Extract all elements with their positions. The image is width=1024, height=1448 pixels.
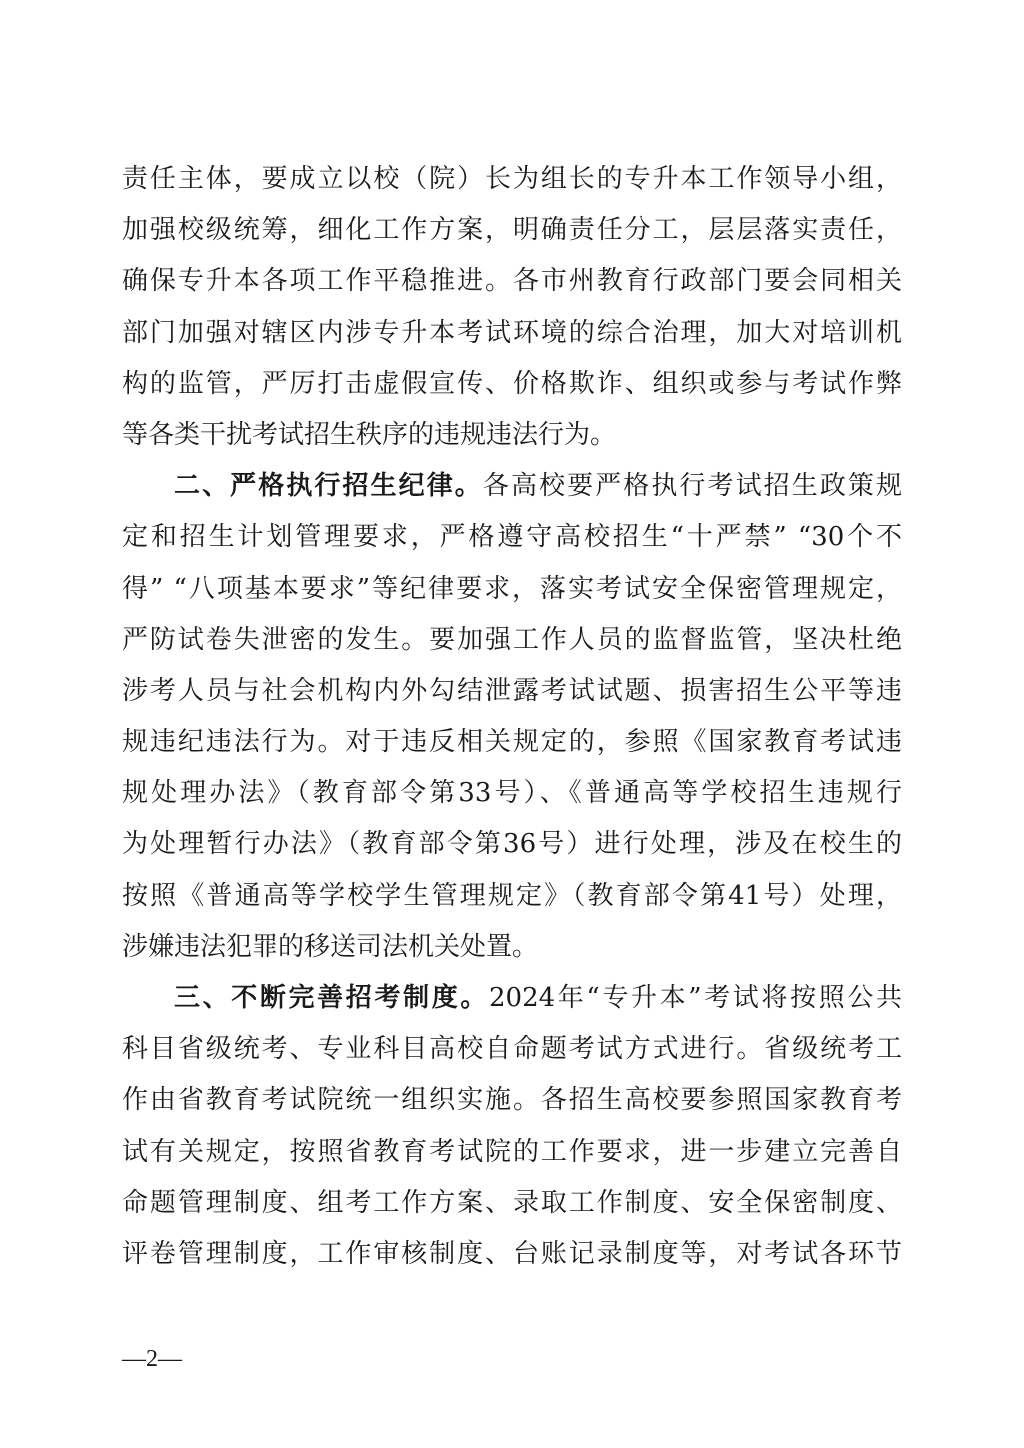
text-line: 评卷管理制度，工作审核制度、台账记录制度等，对考试各环节 — [122, 1238, 902, 1269]
document-body — [122, 154, 902, 1280]
text-line: 命题管理制度、组考工作方案、录取工作制度、安全保密制度、 — [122, 1187, 902, 1218]
text-line: 加强校级统筹，细化工作方案，明确责任分工，层层落实责任， — [122, 215, 902, 246]
text-line: 试有关规定，按照省教育考试院的工作要求，进一步建立完善自 — [122, 1136, 902, 1167]
page-number: —2— — [122, 1346, 182, 1372]
text-line: 部门加强对辖区内涉专升本考试环境的综合治理，加大对培训机 — [122, 317, 902, 348]
paragraph-3 — [122, 973, 902, 1280]
text-line: 涉嫌违法犯罪的移送司法机关处置。 — [122, 931, 539, 962]
text-line: 为处理暂行办法》（教育部令第36号）进行处理，涉及在校生的 — [122, 829, 902, 860]
text-line: 得” “八项基本要求”等纪律要求，落实考试安全保密管理规定， — [122, 573, 902, 604]
text-line: 规违纪违法行为。对于违反相关规定的，参照《国家教育考试违 — [122, 727, 902, 758]
text-segment: 各高校要严格执行考试招生政策规 — [482, 471, 902, 502]
section-heading: 二、严格执行招生纪律。 — [174, 471, 483, 502]
text-line: 定和招生计划管理要求，严格遵守高校招生“十严禁” “30个不 — [122, 522, 902, 553]
paragraph-1 — [122, 154, 902, 461]
paragraph-2 — [122, 461, 902, 973]
text-line: 责任主体，要成立以校（院）长为组长的专升本工作领导小组， — [122, 164, 902, 194]
text-line: 等各类干扰考试招生秩序的违规违法行为。 — [122, 419, 617, 450]
text-line: 科目省级统考、专业科目高校自命题考试方式进行。省级统考工 — [122, 1034, 902, 1065]
section-heading: 三、不断完善招考制度。 — [174, 983, 489, 1013]
text-line: 规处理办法》（教育部令第33号）、《普通高等学校招生违规行 — [122, 778, 902, 809]
text-line: 确保专升本各项工作平稳推进。各市州教育行政部门要会同相关 — [122, 266, 902, 297]
text-line — [122, 461, 902, 512]
text-line: 构的监管，严厉打击虚假宣传、价格欺诈、组织或参与考试作弊 — [122, 368, 902, 399]
text-line: 涉考人员与社会机构内外勾结泄露考试试题、损害招生公平等违 — [122, 675, 902, 706]
text-line: 严防试卷失泄密的发生。要加强工作人员的监督监管，坚决杜绝 — [122, 624, 902, 655]
text-segment: 2024年“专升本”考试将按照公共 — [488, 983, 902, 1013]
text-line: 按照《普通高等学校学生管理规定》（教育部令第41号）处理， — [122, 880, 902, 911]
text-line — [122, 973, 902, 1024]
text-line: 作由省教育考试院统一组织实施。各招生高校要参照国家教育考 — [122, 1085, 902, 1116]
